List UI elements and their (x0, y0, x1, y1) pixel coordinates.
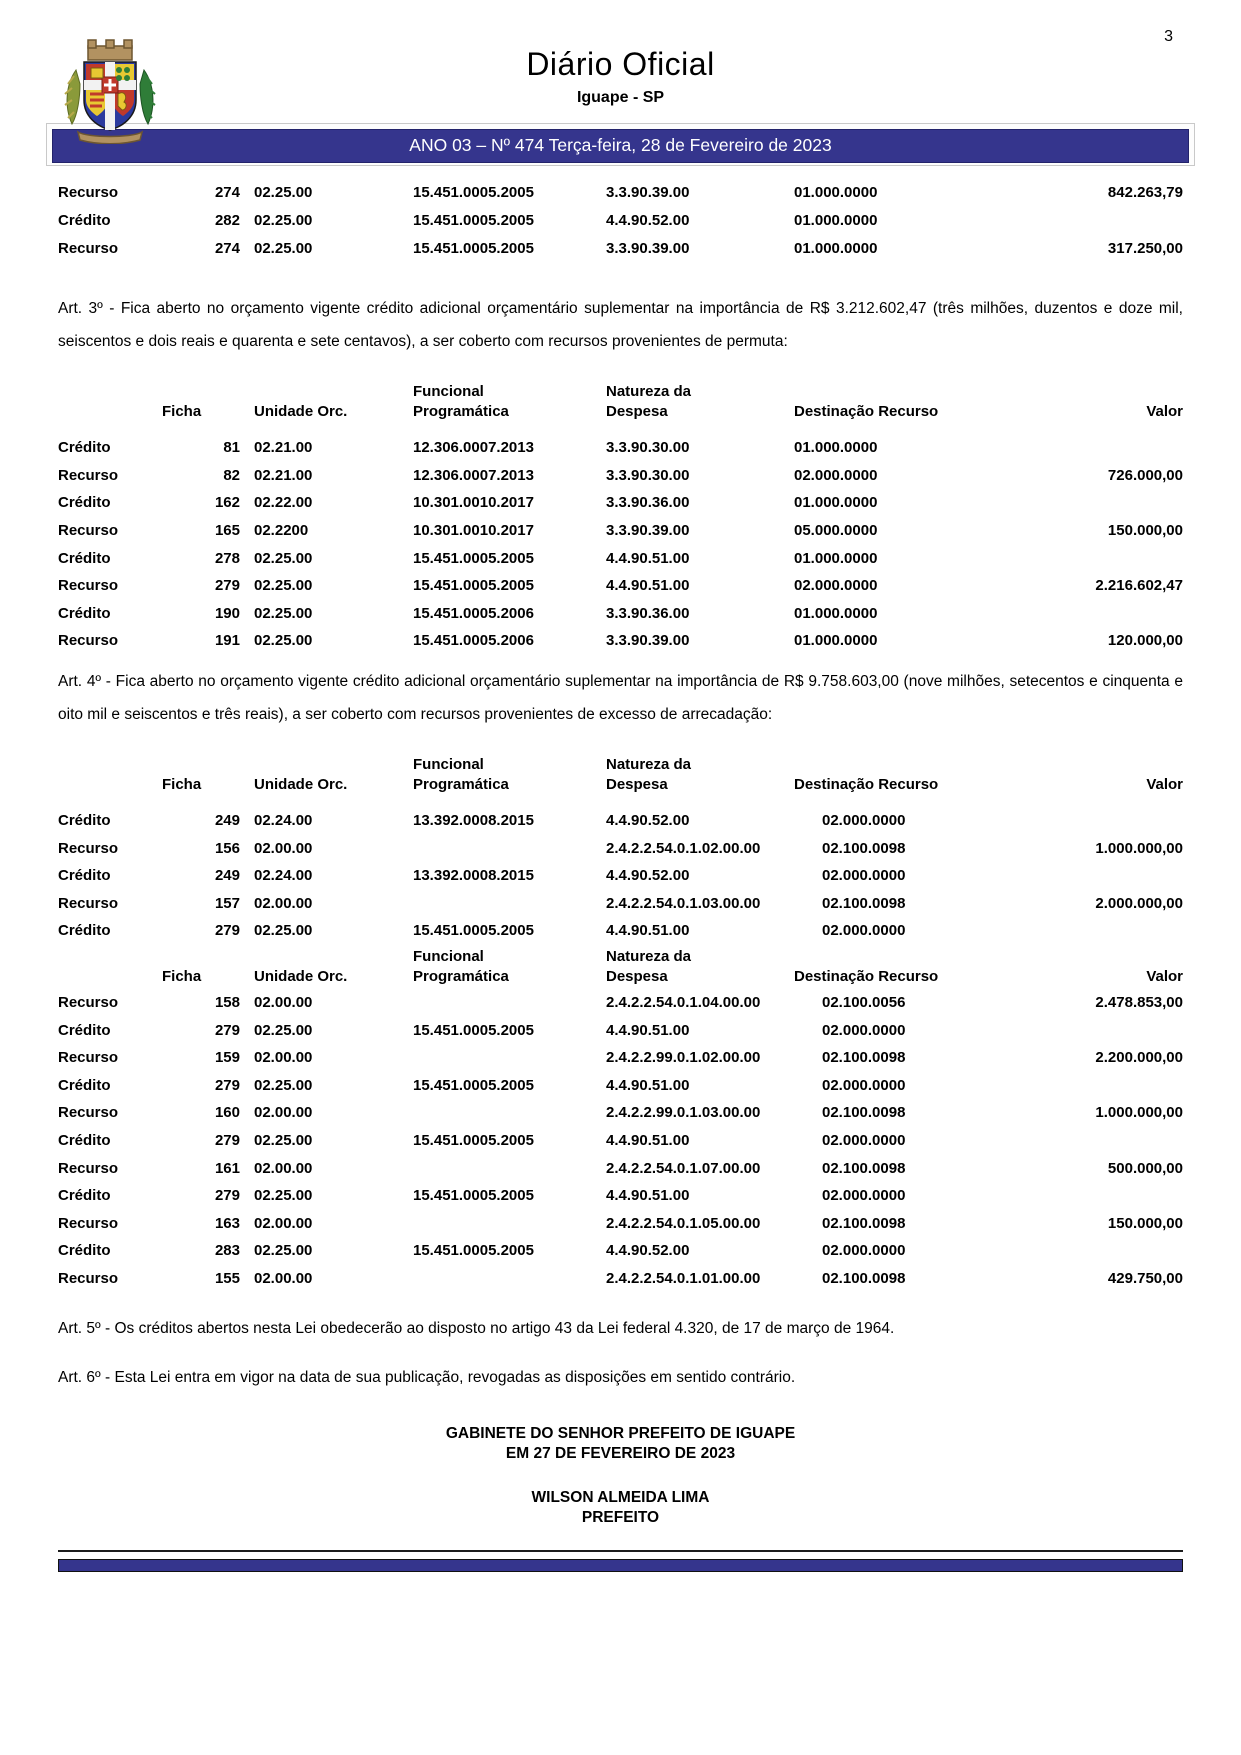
cell-natureza: 4.4.90.51.00 (606, 1131, 690, 1149)
cell-funcional: 15.451.0005.2005 (413, 549, 534, 567)
cell-valor: 2.000.000,00 (1095, 894, 1183, 912)
cell-valor: 842.263,79 (1107, 183, 1183, 201)
cell-natureza: 3.3.90.39.00 (606, 239, 690, 257)
article-6-text: Art. 6º - Esta Lei entra em vigor na data de sua publicação, revogadas as disposições em sentido contrário. (58, 1369, 796, 1387)
cell-destinacao: 02.100.0098 (822, 894, 906, 912)
column-header-destinacao: Destinação Recurso (794, 775, 939, 793)
cell-unidade: 02.21.00 (254, 439, 313, 457)
table-row (58, 1237, 1183, 1265)
cell-natureza: 3.3.90.36.00 (606, 494, 690, 512)
cell-destinacao: 02.000.0000 (822, 1076, 906, 1094)
iguape-coat-of-arms-icon (58, 36, 162, 144)
cell-destinacao: 02.000.0000 (822, 1131, 906, 1149)
cell-natureza: 4.4.90.51.00 (606, 1021, 690, 1039)
cell-destinacao: 02.000.0000 (794, 466, 878, 484)
cell-ficha: 165 (214, 522, 240, 540)
cell-ficha: 274 (214, 183, 240, 201)
cell-natureza: 4.4.90.51.00 (606, 922, 690, 940)
table-row (58, 1265, 1183, 1293)
cell-natureza: 2.4.2.2.54.0.1.01.00.00 (606, 1269, 761, 1287)
cell-destinacao: 01.000.0000 (794, 604, 878, 622)
cell-valor: 2.200.000,00 (1095, 1049, 1183, 1067)
cell-funcional: 15.451.0005.2005 (413, 1076, 534, 1094)
cell-destinacao: 01.000.0000 (794, 239, 878, 257)
cell-unidade: 02.25.00 (254, 604, 313, 622)
cell-funcional: 12.306.0007.2013 (413, 466, 534, 484)
cell-natureza: 3.3.90.39.00 (606, 183, 690, 201)
cell-destinacao: 02.100.0098 (822, 1049, 906, 1067)
cell-tipo: Crédito (58, 867, 111, 885)
cell-ficha: 279 (214, 1187, 240, 1205)
cell-tipo: Crédito (58, 549, 111, 567)
cell-destinacao: 02.100.0098 (822, 1104, 906, 1122)
table-row (58, 462, 1183, 490)
table-row (58, 206, 1183, 234)
cell-tipo: Recurso (58, 183, 119, 201)
cell-natureza: 4.4.90.52.00 (606, 867, 690, 885)
mayor-name: WILSON ALMEIDA LIMA (531, 1489, 710, 1507)
cell-valor: 429.750,00 (1107, 1269, 1183, 1287)
cell-funcional: 15.451.0005.2006 (413, 632, 534, 650)
cell-destinacao: 01.000.0000 (794, 183, 878, 201)
cell-valor: 120.000,00 (1107, 632, 1183, 650)
column-header-natureza: Natureza da Despesa (606, 947, 692, 985)
table-row (58, 234, 1183, 262)
cell-ficha: 191 (214, 632, 240, 650)
cell-destinacao: 02.000.0000 (822, 812, 906, 830)
cell-natureza: 4.4.90.52.00 (606, 211, 690, 229)
cell-tipo: Recurso (58, 239, 119, 257)
article-4-budget-table-part1 (58, 807, 1183, 945)
cell-natureza: 3.3.90.39.00 (606, 522, 690, 540)
cell-natureza: 2.4.2.2.54.0.1.03.00.00 (606, 894, 761, 912)
cell-unidade: 02.00.00 (254, 894, 313, 912)
cell-funcional: 10.301.0010.2017 (413, 494, 534, 512)
table-row (58, 890, 1183, 918)
cell-tipo: Crédito (58, 1021, 111, 1039)
table-row (58, 627, 1183, 655)
cell-unidade: 02.25.00 (254, 211, 313, 229)
cell-ficha: 159 (214, 1049, 240, 1067)
cell-ficha: 279 (214, 577, 240, 595)
cell-natureza: 3.3.90.30.00 (606, 439, 690, 457)
cell-ficha: 161 (214, 1159, 240, 1177)
column-header-natureza: Natureza da Despesa (606, 755, 692, 793)
cell-ficha: 283 (214, 1242, 240, 1260)
cell-destinacao: 01.000.0000 (794, 494, 878, 512)
table-row (58, 572, 1183, 600)
cell-ficha: 190 (214, 604, 240, 622)
article-4-text: Art. 4º - Fica aberto no orçamento vigente crédito adicional orçamentário suplementar na importância de R$ 9.758.603,00 (nove milhões, setecentos e cinquenta e oito mil e seiscentos e três reais), a ser coberto com recursos provenientes de excesso de arrecadação: (58, 672, 1183, 723)
cell-natureza: 2.4.2.2.99.0.1.03.00.00 (606, 1104, 761, 1122)
cell-funcional: 15.451.0005.2005 (413, 1131, 534, 1149)
cell-natureza: 4.4.90.51.00 (606, 1076, 690, 1094)
cell-valor: 150.000,00 (1107, 1214, 1183, 1232)
cell-tipo: Crédito (58, 1187, 111, 1205)
table-row (58, 862, 1183, 890)
table-row (58, 1044, 1183, 1072)
edition-banner: ANO 03 – Nº 474 Terça-feira, 28 de Fevereiro de 2023 (52, 129, 1189, 163)
edition-banner-frame (46, 123, 1195, 166)
column-header-valor: Valor (1146, 967, 1183, 985)
cell-funcional: 15.451.0005.2005 (413, 922, 534, 940)
cell-natureza: 2.4.2.2.54.0.1.05.00.00 (606, 1214, 761, 1232)
carryover-budget-table (58, 178, 1183, 262)
cell-tipo: Crédito (58, 494, 111, 512)
cell-natureza: 2.4.2.2.54.0.1.07.00.00 (606, 1159, 761, 1177)
cell-valor: 2.478.853,00 (1095, 994, 1183, 1012)
table-column-headers (58, 382, 1183, 422)
gazette-title: Diário Oficial (526, 46, 715, 82)
table-row (58, 1209, 1183, 1237)
cell-tipo: Recurso (58, 839, 119, 857)
column-header-ficha: Ficha (162, 775, 202, 793)
cell-tipo: Crédito (58, 439, 111, 457)
cell-tipo: Crédito (58, 211, 111, 229)
cell-destinacao: 01.000.0000 (794, 632, 878, 650)
footer-navy-bar (58, 1559, 1183, 1572)
cell-funcional: 15.451.0005.2005 (413, 211, 534, 229)
cell-valor: 317.250,00 (1107, 239, 1183, 257)
column-header-funcional: Funcional Programática (413, 383, 509, 420)
cell-unidade: 02.25.00 (254, 577, 313, 595)
column-header-unidade: Unidade Orc. (254, 967, 348, 985)
column-header-unidade: Unidade Orc. (254, 775, 348, 793)
page-number: 3 (1164, 28, 1173, 45)
cell-natureza: 2.4.2.2.54.0.1.04.00.00 (606, 994, 761, 1012)
cell-destinacao: 02.000.0000 (794, 577, 878, 595)
cabinet-line1: GABINETE DO SENHOR PREFEITO DE IGUAPE (445, 1425, 796, 1443)
cell-destinacao: 02.000.0000 (822, 922, 906, 940)
cell-unidade: 02.25.00 (254, 183, 313, 201)
cell-unidade: 02.25.00 (254, 632, 313, 650)
cell-unidade: 02.00.00 (254, 1269, 313, 1287)
table-row (58, 1154, 1183, 1182)
cell-destinacao: 02.000.0000 (822, 867, 906, 885)
cell-natureza: 4.4.90.51.00 (606, 1187, 690, 1205)
cell-valor: 150.000,00 (1107, 522, 1183, 540)
cell-ficha: 158 (214, 994, 240, 1012)
table-row (58, 544, 1183, 572)
cell-tipo: Crédito (58, 922, 111, 940)
cell-ficha: 163 (214, 1214, 240, 1232)
cell-destinacao: 02.100.0098 (822, 1214, 906, 1232)
table-row (58, 917, 1183, 945)
cell-ficha: 279 (214, 1076, 240, 1094)
cell-ficha: 249 (214, 812, 240, 830)
cell-destinacao: 01.000.0000 (794, 549, 878, 567)
cell-unidade: 02.21.00 (254, 466, 313, 484)
table-row (58, 1127, 1183, 1155)
cell-natureza: 3.3.90.36.00 (606, 604, 690, 622)
article-3-text: Art. 3º - Fica aberto no orçamento vigente crédito adicional orçamentário suplementar na importância de R$ 3.212.602,47 (três milhões, duzentos e doze mil, seiscentos e dois reais e quarenta e sete centavos), a ser coberto com recursos provenientes de permuta: (58, 300, 1183, 350)
cell-destinacao: 02.000.0000 (822, 1187, 906, 1205)
footer-divider-line (58, 1550, 1183, 1553)
cell-tipo: Recurso (58, 577, 119, 595)
table-row (58, 989, 1183, 1017)
cell-unidade: 02.2200 (254, 522, 309, 540)
cell-natureza: 4.4.90.52.00 (606, 812, 690, 830)
column-header-destinacao: Destinação Recurso (794, 403, 939, 420)
cell-ficha: 160 (214, 1104, 240, 1122)
cell-destinacao: 02.100.0098 (822, 1159, 906, 1177)
cell-funcional: 13.392.0008.2015 (413, 812, 534, 830)
cell-unidade: 02.25.00 (254, 1187, 313, 1205)
column-header-valor: Valor (1146, 775, 1183, 793)
cell-ficha: 249 (214, 867, 240, 885)
cell-tipo: Recurso (58, 632, 119, 650)
cell-unidade: 02.24.00 (254, 812, 313, 830)
cell-ficha: 156 (214, 839, 240, 857)
signature-block (58, 1424, 1183, 1528)
cell-ficha: 81 (223, 439, 240, 457)
cell-ficha: 279 (214, 922, 240, 940)
cell-unidade: 02.25.00 (254, 1021, 313, 1039)
column-header-natureza: Natureza da Despesa (606, 383, 692, 420)
cell-unidade: 02.00.00 (254, 1159, 313, 1177)
gazette-subtitle: Iguape - SP (576, 89, 665, 106)
cell-tipo: Recurso (58, 994, 119, 1012)
cell-tipo: Crédito (58, 604, 111, 622)
cell-natureza: 3.3.90.30.00 (606, 466, 690, 484)
cell-ficha: 155 (214, 1269, 240, 1287)
cell-valor: 726.000,00 (1107, 466, 1183, 484)
column-header-unidade: Unidade Orc. (254, 403, 348, 420)
cell-funcional: 15.451.0005.2006 (413, 604, 534, 622)
cell-funcional: 10.301.0010.2017 (413, 522, 534, 540)
cell-destinacao: 01.000.0000 (794, 439, 878, 457)
masthead (0, 0, 1241, 107)
table-row (58, 1182, 1183, 1210)
cell-funcional: 15.451.0005.2005 (413, 1021, 534, 1039)
column-header-valor: Valor (1146, 403, 1183, 420)
table-row (58, 178, 1183, 206)
cell-natureza: 3.3.90.39.00 (606, 632, 690, 650)
table-column-headers-repeated (58, 947, 1183, 987)
cell-tipo: Recurso (58, 1104, 119, 1122)
cell-unidade: 02.25.00 (254, 239, 313, 257)
cell-unidade: 02.00.00 (254, 1104, 313, 1122)
cell-unidade: 02.25.00 (254, 1076, 313, 1094)
cell-natureza: 4.4.90.52.00 (606, 1242, 690, 1260)
cell-tipo: Crédito (58, 1242, 111, 1260)
table-row (58, 489, 1183, 517)
cell-ficha: 282 (214, 211, 240, 229)
cell-destinacao: 02.000.0000 (822, 1021, 906, 1039)
cell-unidade: 02.00.00 (254, 1049, 313, 1067)
cell-ficha: 279 (214, 1021, 240, 1039)
cell-tipo: Crédito (58, 1131, 111, 1149)
cell-valor: 500.000,00 (1107, 1159, 1183, 1177)
table-row (58, 1016, 1183, 1044)
document-body (58, 178, 1183, 1528)
column-header-ficha: Ficha (162, 403, 202, 420)
cell-tipo: Recurso (58, 1159, 119, 1177)
cell-ficha: 279 (214, 1131, 240, 1149)
cell-tipo: Recurso (58, 1269, 119, 1287)
table-row (58, 517, 1183, 545)
cabinet-line2: EM 27 DE FEVEREIRO DE 2023 (505, 1445, 736, 1463)
cell-ficha: 274 (214, 239, 240, 257)
column-header-ficha: Ficha (162, 967, 202, 985)
mayor-role: PREFEITO (581, 1509, 660, 1527)
cell-natureza: 4.4.90.51.00 (606, 549, 690, 567)
cell-funcional: 15.451.0005.2005 (413, 239, 534, 257)
article-3-budget-table (58, 434, 1183, 655)
cell-destinacao: 02.100.0056 (822, 994, 906, 1012)
cell-destinacao: 02.100.0098 (822, 1269, 906, 1287)
cell-unidade: 02.24.00 (254, 867, 313, 885)
cell-destinacao: 01.000.0000 (794, 211, 878, 229)
cell-unidade: 02.25.00 (254, 1242, 313, 1260)
table-column-headers (58, 755, 1183, 795)
cell-tipo: Recurso (58, 466, 119, 484)
cell-valor: 1.000.000,00 (1095, 839, 1183, 857)
cell-tipo: Recurso (58, 522, 119, 540)
table-row (58, 434, 1183, 462)
cell-tipo: Recurso (58, 1214, 119, 1232)
cell-ficha: 157 (214, 894, 240, 912)
table-row (58, 600, 1183, 628)
cell-funcional: 15.451.0005.2005 (413, 1242, 534, 1260)
cell-ficha: 278 (214, 549, 240, 567)
column-header-funcional: Funcional Programática (413, 755, 509, 793)
cell-unidade: 02.25.00 (254, 922, 313, 940)
column-header-funcional: Funcional Programática (413, 947, 509, 985)
table-row (58, 807, 1183, 835)
cell-unidade: 02.00.00 (254, 1214, 313, 1232)
table-row (58, 1072, 1183, 1100)
cell-natureza: 2.4.2.2.99.0.1.02.00.00 (606, 1049, 761, 1067)
table-row (58, 1099, 1183, 1127)
cell-ficha: 162 (214, 494, 240, 512)
cell-unidade: 02.25.00 (254, 549, 313, 567)
cell-funcional: 15.451.0005.2005 (413, 183, 534, 201)
cell-destinacao: 05.000.0000 (794, 522, 878, 540)
table-row (58, 834, 1183, 862)
cell-unidade: 02.25.00 (254, 1131, 313, 1149)
cell-destinacao: 02.000.0000 (822, 1242, 906, 1260)
cell-valor: 2.216.602,47 (1095, 577, 1183, 595)
cell-funcional: 15.451.0005.2005 (413, 1187, 534, 1205)
cell-ficha: 82 (223, 466, 240, 484)
column-header-destinacao: Destinação Recurso (794, 967, 939, 985)
cell-tipo: Crédito (58, 1076, 111, 1094)
cell-funcional: 13.392.0008.2015 (413, 867, 534, 885)
cell-unidade: 02.00.00 (254, 994, 313, 1012)
cell-tipo: Recurso (58, 1049, 119, 1067)
cell-funcional: 12.306.0007.2013 (413, 439, 534, 457)
cell-unidade: 02.22.00 (254, 494, 313, 512)
cell-funcional: 15.451.0005.2005 (413, 577, 534, 595)
cell-tipo: Recurso (58, 894, 119, 912)
cell-natureza: 2.4.2.2.54.0.1.02.00.00 (606, 839, 761, 857)
cell-valor: 1.000.000,00 (1095, 1104, 1183, 1122)
cell-unidade: 02.00.00 (254, 839, 313, 857)
article-4-budget-table-part2 (58, 989, 1183, 1293)
cell-natureza: 4.4.90.51.00 (606, 577, 690, 595)
cell-tipo: Crédito (58, 812, 111, 830)
cell-destinacao: 02.100.0098 (822, 839, 906, 857)
article-5-text: Art. 5º - Os créditos abertos nesta Lei obedecerão ao disposto no artigo 43 da Lei federal 4.320, de 17 de março de 1964. (58, 1320, 895, 1338)
